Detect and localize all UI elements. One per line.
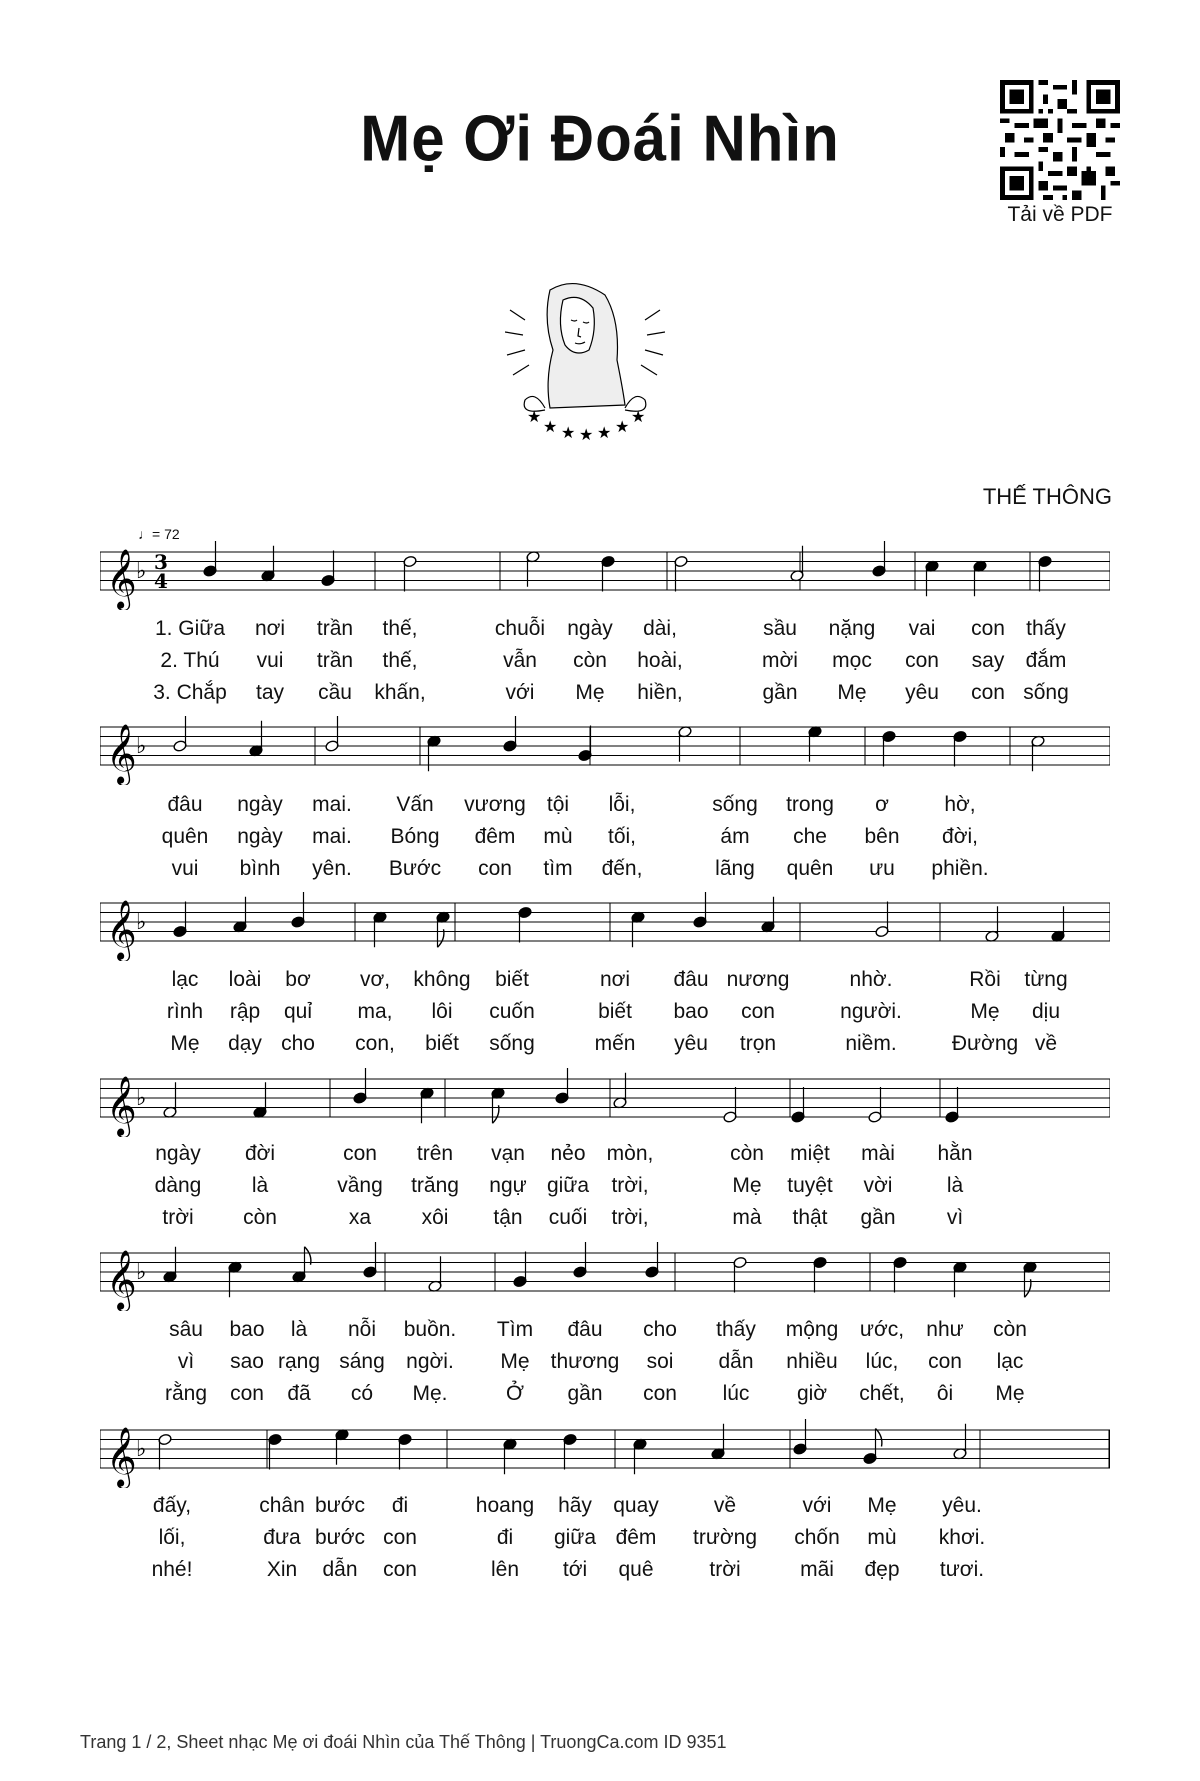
lyric-syllable: ơ	[875, 793, 889, 816]
lyric-syllable: yêu.	[942, 1494, 982, 1517]
lyric-syllable: trời	[162, 1206, 194, 1229]
flat-key-signature: ♭	[136, 910, 147, 935]
lyric-syllable: ước,	[859, 1318, 905, 1341]
lyric-syllable: vẫn	[503, 649, 537, 672]
lyric-syllable: buồn.	[403, 1318, 457, 1341]
lyric-syllable: khấn,	[374, 681, 426, 704]
lyric-syllable: mai.	[312, 793, 352, 816]
lyric-syllable: Mẹ	[970, 1000, 1000, 1023]
lyric-syllable: biết	[425, 1032, 459, 1055]
flat-key-signature: ♭	[136, 1086, 147, 1111]
lyric-syllable: xa	[348, 1206, 372, 1229]
lyric-verse-1	[100, 1318, 1110, 1350]
lyric-syllable: về	[1034, 1032, 1058, 1055]
lyric-syllable: giữa	[546, 1174, 590, 1197]
treble-clef-icon: 𝄞	[106, 1250, 137, 1310]
lyric-syllable: ngày	[237, 793, 283, 816]
qr-download-label[interactable]: Tải về PDF	[1007, 203, 1113, 226]
lyric-syllable: niềm.	[845, 1032, 897, 1055]
lyric-verse-2	[100, 649, 1110, 681]
lyric-syllable: đắm	[1025, 649, 1067, 672]
lyric-syllable: chốn	[794, 1526, 840, 1549]
lyric-syllable: ngày	[567, 617, 613, 640]
svg-text:★: ★	[527, 407, 542, 426]
lyric-syllable: Mẹ	[500, 1350, 530, 1373]
lyric-syllable: con	[343, 1142, 377, 1165]
lyric-syllable: đâu	[167, 793, 203, 816]
lyric-syllable: mọc	[832, 649, 872, 672]
lyric-syllable: gần	[860, 1206, 896, 1229]
lyric-syllable: quay	[613, 1494, 659, 1517]
lyric-syllable: Bước	[388, 857, 442, 880]
lyric-syllable: che	[793, 825, 827, 848]
lyric-syllable: con,	[355, 1032, 395, 1055]
lyric-syllable: hằn	[937, 1142, 973, 1165]
lyric-syllable: nương	[726, 968, 790, 991]
lyric-syllable: về	[713, 1494, 737, 1517]
lyric-syllable: là	[946, 1174, 964, 1197]
lyric-syllable: con	[643, 1382, 677, 1405]
lyric-syllable: mộng	[785, 1318, 839, 1341]
lyric-syllable: mà	[732, 1206, 762, 1229]
lyric-syllable: mai.	[312, 825, 352, 848]
lyric-syllable: mãi	[800, 1558, 834, 1581]
lyric-syllable: ngày	[237, 825, 283, 848]
lyric-syllable: đêm	[474, 825, 516, 848]
lyric-syllable: là	[290, 1318, 308, 1341]
lyric-syllable: giữa	[553, 1526, 597, 1549]
lyrics-block	[100, 968, 1110, 1064]
lyric-syllable: đời	[244, 1142, 276, 1165]
lyric-syllable: 1. Giữa	[154, 617, 226, 640]
lyric-syllable: ưu	[869, 857, 895, 880]
lyric-syllable: con	[741, 1000, 775, 1023]
lyric-syllable: thấy	[716, 1318, 756, 1341]
lyric-syllable: đã	[287, 1382, 311, 1405]
lyric-syllable: rạng	[277, 1350, 321, 1373]
lyric-syllable: 2. Thú	[160, 649, 220, 672]
lyric-syllable: bên	[864, 825, 900, 848]
lyric-syllable: mến	[594, 1032, 636, 1055]
treble-clef-icon: 𝄞	[106, 724, 137, 784]
time-signature-bottom: 4	[154, 569, 168, 593]
lyric-syllable: tận	[493, 1206, 523, 1229]
lyric-syllable: con	[928, 1350, 962, 1373]
lyric-syllable: trăng	[411, 1174, 459, 1197]
lyric-syllable: đi	[496, 1526, 514, 1549]
lyric-syllable: tội	[546, 793, 570, 816]
lyric-syllable: sâu	[169, 1318, 203, 1341]
lyric-syllable: vời	[863, 1174, 893, 1197]
lyric-syllable: lên	[490, 1558, 520, 1581]
lyric-syllable: đời,	[942, 825, 978, 848]
lyric-syllable: Mẹ	[995, 1382, 1025, 1405]
lyric-syllable: yêu	[674, 1032, 708, 1055]
lyric-syllable: Mẹ.	[412, 1382, 448, 1405]
lyric-verse-2	[100, 825, 1110, 857]
lyric-syllable: sao	[230, 1350, 264, 1373]
lyric-syllable: cầu	[318, 681, 352, 704]
page-footer: Trang 1 / 2, Sheet nhạc Mẹ ơi đoái Nhìn của Thế Thông | TruongCa.com ID 9351	[80, 1732, 727, 1752]
lyric-verse-1	[100, 793, 1110, 825]
lyric-syllable: dài,	[643, 617, 677, 640]
lyric-syllable: nẻo	[550, 1142, 586, 1165]
lyric-syllable: lỗi,	[608, 793, 636, 816]
lyric-syllable: hờ,	[944, 793, 976, 816]
lyric-syllable: gần	[567, 1382, 603, 1405]
lyric-verse-3	[100, 1558, 1110, 1590]
lyric-syllable: Xin	[266, 1558, 298, 1581]
flat-key-signature: ♭	[136, 1437, 147, 1462]
lyric-syllable: dịu	[1031, 1000, 1061, 1023]
lyric-syllable: ám	[720, 825, 750, 848]
music-staff	[100, 891, 1110, 961]
music-staff	[100, 1067, 1110, 1137]
lyric-syllable: vai	[908, 617, 936, 640]
lyric-syllable: trời	[709, 1558, 741, 1581]
lyric-syllable: lãng	[715, 857, 755, 880]
lyric-syllable: gần	[762, 681, 798, 704]
lyric-syllable: rình	[166, 1000, 204, 1023]
lyric-syllable: quên	[786, 857, 834, 880]
lyric-syllable: thế,	[382, 649, 418, 672]
lyric-syllable: con	[971, 681, 1005, 704]
lyric-syllable: bình	[239, 857, 281, 880]
lyric-syllable: hoài,	[637, 649, 683, 672]
lyric-syllable: soi	[646, 1350, 674, 1373]
flat-key-signature: ♭	[136, 734, 147, 759]
lyric-syllable: có	[350, 1382, 374, 1405]
lyric-syllable: con	[230, 1382, 264, 1405]
lyric-syllable: giờ	[796, 1382, 828, 1405]
lyric-syllable: với	[802, 1494, 832, 1517]
lyric-syllable: cuối	[548, 1206, 588, 1229]
lyric-syllable: ngời.	[406, 1350, 454, 1373]
lyric-syllable: bao	[229, 1318, 265, 1341]
lyric-syllable: con	[971, 617, 1005, 640]
flat-key-signature: ♭	[136, 1260, 147, 1285]
lyrics-block	[100, 1142, 1110, 1238]
lyric-syllable: rằng	[164, 1382, 208, 1405]
lyric-syllable: với	[505, 681, 535, 704]
time-signature-top: 3	[154, 550, 168, 574]
lyric-syllable: quê	[618, 1558, 654, 1581]
lyric-syllable: bao	[673, 1000, 709, 1023]
lyric-syllable: bước	[314, 1526, 366, 1549]
lyric-syllable: đêm	[615, 1526, 657, 1549]
lyric-syllable: Mẹ	[575, 681, 605, 704]
note-flag	[876, 1429, 882, 1447]
lyric-syllable: vạn	[491, 1142, 525, 1165]
lyric-syllable: chết,	[859, 1382, 905, 1405]
lyric-syllable: chân	[259, 1494, 305, 1517]
svg-text:★: ★	[631, 407, 646, 426]
lyric-syllable: vơ,	[359, 968, 391, 991]
lyric-syllable: ôi	[936, 1382, 954, 1405]
svg-text:★: ★	[615, 417, 630, 436]
lyric-verse-1	[100, 617, 1110, 649]
lyric-syllable: mời	[762, 649, 798, 672]
page-title: Mẹ Ơi Đoái Nhìn	[360, 102, 840, 175]
lyric-syllable: lạc	[996, 1350, 1024, 1373]
lyric-syllable: Bóng	[390, 825, 440, 848]
lyric-syllable: tươi.	[939, 1558, 985, 1581]
lyric-syllable: Vấn	[396, 793, 434, 816]
virgin-mary-illustration	[505, 280, 665, 445]
lyric-syllable: sầu	[763, 617, 797, 640]
lyric-verse-1	[100, 1494, 1110, 1526]
lyric-syllable: chuỗi	[494, 617, 546, 640]
lyric-syllable: đẹp	[864, 1558, 900, 1581]
lyric-syllable: bước	[314, 1494, 366, 1517]
lyric-syllable: trời,	[611, 1174, 649, 1197]
lyric-syllable: đi	[391, 1494, 409, 1517]
lyric-syllable: con	[383, 1526, 417, 1549]
lyric-syllable: mòn,	[606, 1142, 654, 1165]
lyric-syllable: Mẹ	[837, 681, 867, 704]
lyric-syllable: đâu	[673, 968, 709, 991]
treble-clef-icon: 𝄞	[106, 900, 137, 960]
lyric-syllable: tới	[562, 1558, 588, 1581]
lyric-syllable: nhé!	[151, 1558, 193, 1581]
lyric-syllable: Đường	[951, 1032, 1019, 1055]
lyric-syllable: nơi	[254, 617, 286, 640]
lyric-syllable: sống	[1023, 681, 1069, 704]
lyric-syllable: Rồi	[969, 968, 1001, 991]
lyrics-block	[100, 617, 1110, 713]
lyric-syllable: ma,	[357, 1000, 393, 1023]
lyric-syllable: là	[251, 1174, 269, 1197]
lyric-syllable: hãy	[558, 1494, 592, 1517]
lyric-syllable: mù	[867, 1526, 897, 1549]
svg-text:★: ★	[543, 417, 558, 436]
lyric-syllable: trần	[316, 649, 354, 672]
lyric-syllable: còn	[993, 1318, 1027, 1341]
lyric-syllable: bơ	[285, 968, 311, 991]
lyric-syllable: trên	[416, 1142, 454, 1165]
lyric-syllable: say	[971, 649, 1005, 672]
lyric-syllable: quỉ	[283, 1000, 313, 1023]
lyric-syllable: vui	[256, 649, 284, 672]
lyric-syllable: thật	[792, 1206, 828, 1229]
lyric-syllable: rập	[229, 1000, 261, 1023]
lyric-verse-3	[100, 1206, 1110, 1238]
lyric-syllable: dẫn	[322, 1558, 358, 1581]
lyric-syllable: đến,	[601, 857, 643, 880]
lyric-syllable: trong	[786, 793, 834, 816]
music-staff	[100, 1241, 1110, 1311]
lyric-syllable: đâu	[567, 1318, 603, 1341]
lyric-syllable: người.	[840, 1000, 902, 1023]
lyric-syllable: cho	[643, 1318, 677, 1341]
lyrics-block	[100, 1318, 1110, 1414]
lyric-syllable: Ở	[505, 1382, 525, 1405]
lyric-syllable: còn	[243, 1206, 277, 1229]
lyric-syllable: nặng	[828, 617, 876, 640]
lyric-syllable: dẫn	[718, 1350, 754, 1373]
lyric-syllable: thế,	[382, 617, 418, 640]
lyric-syllable: đưa	[263, 1526, 301, 1549]
lyric-syllable: Tìm	[496, 1318, 534, 1341]
lyric-syllable: vương	[464, 793, 526, 816]
lyric-syllable: từng	[1024, 968, 1068, 991]
lyric-syllable: sáng	[339, 1350, 385, 1373]
lyrics-block	[100, 793, 1110, 889]
lyric-verse-1	[100, 968, 1110, 1000]
treble-clef-icon: 𝄞	[106, 1427, 137, 1487]
lyric-syllable: yêu	[905, 681, 939, 704]
lyric-syllable: con	[478, 857, 512, 880]
lyric-syllable: còn	[730, 1142, 764, 1165]
lyric-syllable: thấy	[1026, 617, 1066, 640]
lyric-syllable: sống	[712, 793, 758, 816]
lyric-syllable: biết	[598, 1000, 632, 1023]
lyrics-block	[100, 1494, 1110, 1590]
lyric-syllable: tay	[255, 681, 285, 704]
lyric-syllable: cho	[281, 1032, 315, 1055]
lyric-syllable: mù	[543, 825, 573, 848]
lyric-syllable: sống	[489, 1032, 535, 1055]
lyric-syllable: trường	[692, 1526, 758, 1549]
lyric-syllable: dạy	[228, 1032, 262, 1055]
lyric-syllable: con	[905, 649, 939, 672]
lyric-syllable: miệt	[790, 1142, 830, 1165]
lyric-syllable: nỗi	[347, 1318, 377, 1341]
lyric-syllable: phiền.	[931, 857, 989, 880]
lyric-syllable: lúc,	[865, 1350, 899, 1373]
svg-text:★: ★	[597, 423, 612, 442]
music-staff	[100, 1418, 1110, 1488]
lyric-syllable: Mẹ	[732, 1174, 762, 1197]
lyric-syllable: 3. Chắp	[153, 681, 227, 704]
lyric-syllable: trần	[316, 617, 354, 640]
lyric-syllable: vì	[946, 1206, 964, 1229]
lyric-verse-2	[100, 1174, 1110, 1206]
lyric-syllable: yên.	[312, 857, 352, 880]
lyric-syllable: vui	[171, 857, 199, 880]
lyric-syllable: vì	[177, 1350, 195, 1373]
lyric-syllable: đấy,	[152, 1494, 192, 1517]
lyric-verse-3	[100, 857, 1110, 889]
lyric-syllable: hiền,	[637, 681, 683, 704]
lyric-syllable: hoang	[475, 1494, 535, 1517]
lyric-syllable: mài	[861, 1142, 895, 1165]
lyric-syllable: con	[383, 1558, 417, 1581]
lyric-verse-2	[100, 1350, 1110, 1382]
lyric-syllable: trời,	[611, 1206, 649, 1229]
lyric-verse-3	[100, 1032, 1110, 1064]
lyric-syllable: không	[413, 968, 471, 991]
svg-text:★: ★	[579, 425, 594, 444]
music-staff	[100, 540, 1110, 610]
lyric-syllable: ngày	[155, 1142, 201, 1165]
lyric-syllable: biết	[495, 968, 529, 991]
lyric-syllable: vầng	[337, 1174, 383, 1197]
lyric-syllable: nhờ.	[849, 968, 893, 991]
lyric-syllable: tuyệt	[787, 1174, 833, 1197]
composer-name: THẾ THÔNG	[982, 484, 1112, 509]
lyric-syllable: khơi.	[938, 1526, 986, 1549]
lyric-syllable: quên	[161, 825, 209, 848]
lyric-syllable: ngự	[489, 1174, 527, 1197]
treble-clef-icon: 𝄞	[106, 1076, 137, 1136]
lyric-syllable: Mẹ	[867, 1494, 897, 1517]
lyric-syllable: loài	[228, 968, 262, 991]
svg-text:★: ★	[561, 423, 576, 442]
qr-code-icon[interactable]	[1000, 80, 1120, 200]
flat-key-signature: ♭	[136, 559, 147, 584]
treble-clef-icon: 𝄞	[106, 549, 137, 609]
lyric-verse-3	[100, 1382, 1110, 1414]
lyric-syllable: cuốn	[489, 1000, 535, 1023]
lyric-syllable: thương	[550, 1350, 620, 1373]
lyric-syllable: tối,	[607, 825, 637, 848]
lyric-syllable: nơi	[599, 968, 631, 991]
lyric-syllable: Mẹ	[170, 1032, 200, 1055]
lyric-syllable: tìm	[543, 857, 573, 880]
lyric-syllable: dàng	[154, 1174, 202, 1197]
lyric-syllable: nhiều	[786, 1350, 838, 1373]
lyric-verse-2	[100, 1000, 1110, 1032]
lyric-syllable: lối,	[158, 1526, 186, 1549]
lyric-syllable: lôi	[431, 1000, 453, 1023]
lyric-syllable: xôi	[421, 1206, 449, 1229]
lyric-syllable: lúc	[722, 1382, 750, 1405]
lyric-syllable: còn	[573, 649, 607, 672]
lyric-syllable: như	[926, 1318, 964, 1341]
lyric-syllable: trọn	[739, 1032, 777, 1055]
music-staff	[100, 715, 1110, 785]
tempo-marking: ♩= 72	[138, 526, 180, 542]
lyric-syllable: lạc	[171, 968, 199, 991]
lyric-verse-1	[100, 1142, 1110, 1174]
lyric-verse-2	[100, 1526, 1110, 1558]
lyric-verse-3	[100, 681, 1110, 713]
